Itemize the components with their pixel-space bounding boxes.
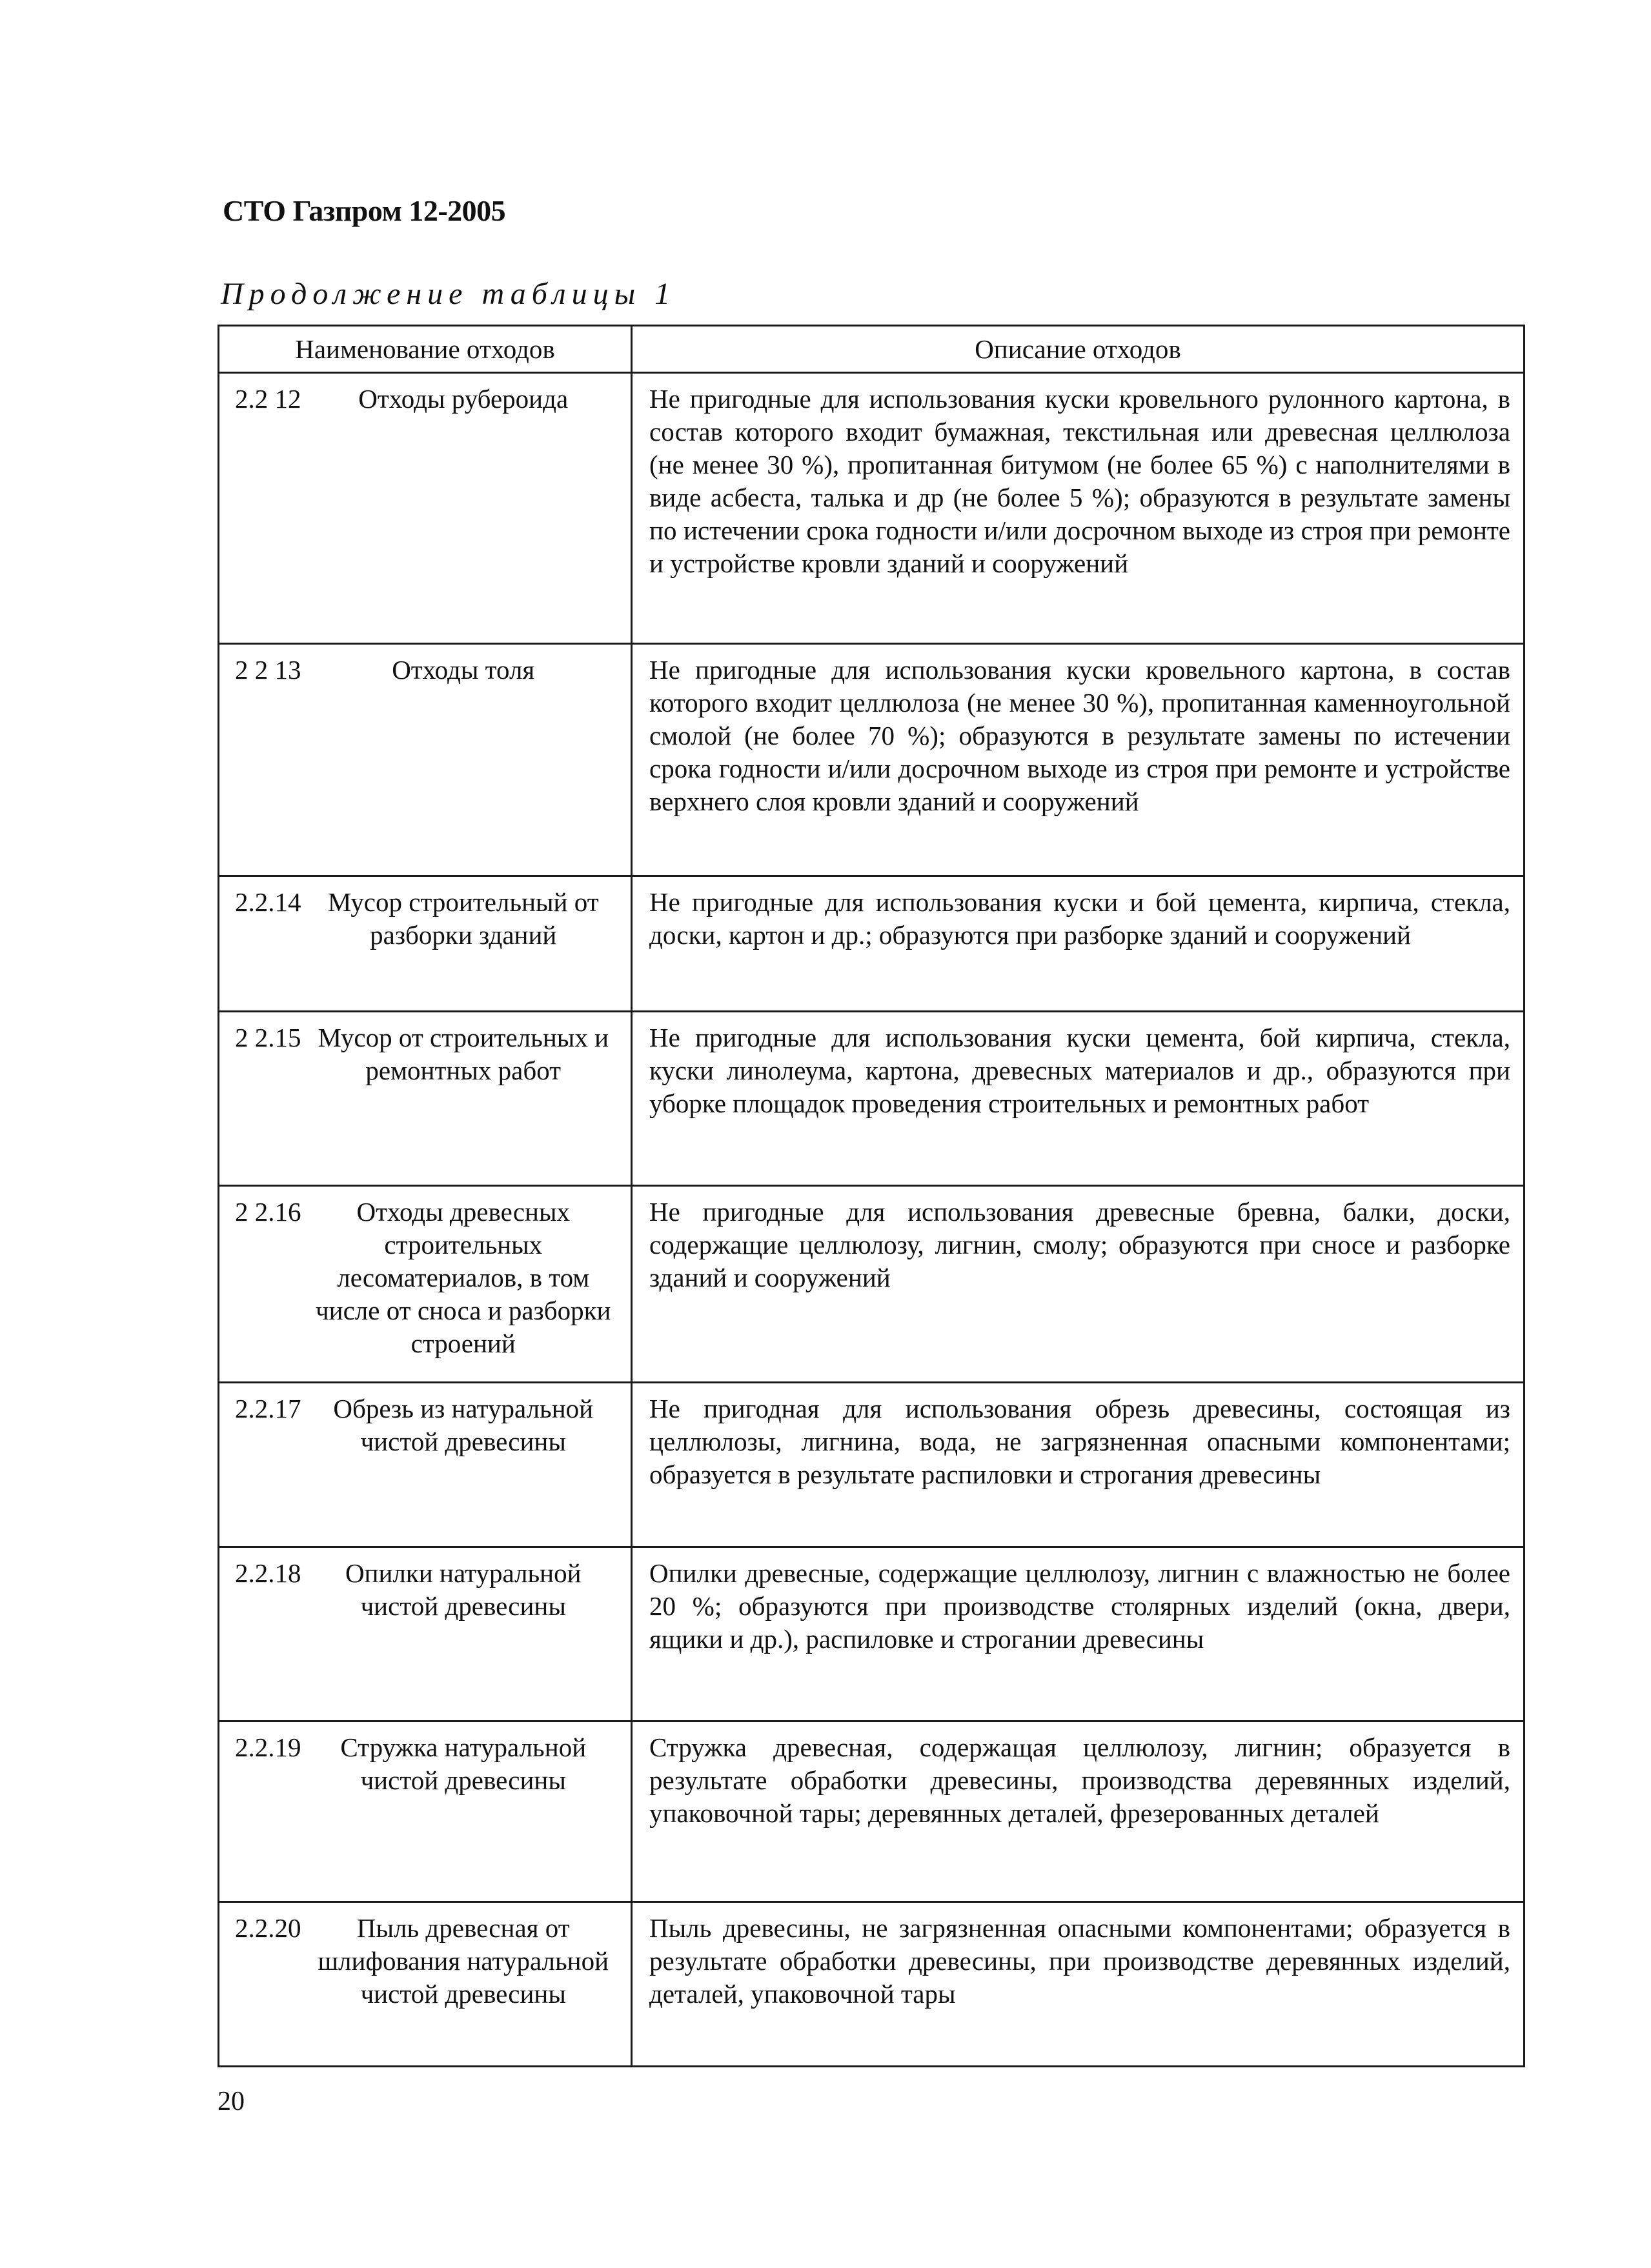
table-row (219, 644, 1524, 876)
waste-code: 2 2.15 (235, 1023, 301, 1052)
waste-code: 2.2.17 (235, 1394, 301, 1423)
table-header-row (219, 326, 1524, 373)
table-row (219, 1902, 1524, 2067)
waste-code: 2 2 13 (235, 655, 301, 685)
waste-name-cell (219, 876, 632, 1012)
waste-name: Стружка натуральной чистой древесины (340, 1732, 587, 1795)
page-number: 20 (218, 2087, 245, 2116)
column-header-name: Наименование отходов (219, 326, 632, 373)
table-row (219, 1547, 1524, 1721)
waste-code: 2.2.14 (235, 887, 301, 917)
waste-description: Пыль древесины, не загрязненная опасными компонентами; образуется в результате обработки древесины, при производстве деревянных изделий, деталей, упаковочной тары (632, 1902, 1524, 2067)
waste-name-cell (219, 1383, 632, 1547)
table-row (219, 1186, 1524, 1383)
waste-name: Мусор от строительных и ремонтных работ (318, 1023, 609, 1085)
waste-name: Отходы рубероида (358, 384, 569, 414)
column-header-description: Описание отходов (632, 326, 1524, 373)
waste-code: 2 2.16 (235, 1197, 301, 1227)
waste-description: Не пригодные для использования куски и бой цемента, кирпича, стекла, доски, картон и др.; образуются при разборке зданий и сооружений (632, 876, 1524, 1012)
waste-description: Не пригодная для использования обрезь древесины, состоящая из целлюлозы, лигнина, вода, не загрязненная опасными компонентами; образуется в результате распиловки и строгания древесины (632, 1383, 1524, 1547)
waste-name: Пыль древесная от шлифования натуральной чистой древесины (318, 1913, 609, 2009)
waste-name-cell (219, 1547, 632, 1721)
waste-description: Опилки древесные, содержащие целлюлозу, лигнин с влажностью не более 20 %; образуются при производстве столярных изделий (окна, двери, ящики и др.), распиловке и строгании древесины (632, 1547, 1524, 1721)
waste-description: Стружка древесная, содержащая целлюлозу, лигнин; образуется в результате обработки древесины, производства деревянных изделий, упаковочной тары; деревянных деталей, фрезерованных деталей (632, 1721, 1524, 1902)
waste-name-cell (219, 1186, 632, 1383)
waste-name-cell (219, 1902, 632, 2067)
waste-name-cell (219, 373, 632, 644)
table-row (219, 1012, 1524, 1186)
table-row (219, 1721, 1524, 1902)
waste-code: 2.2 12 (235, 384, 301, 414)
table-caption: Продолжение таблицы 1 (221, 277, 676, 311)
waste-description: Не пригодные для использования куски цемента, бой кирпича, стекла, куски линолеума, картона, древесных материалов и др., образуются при уборке площадок проведения строительных и ремонтных работ (632, 1012, 1524, 1186)
table-row (219, 373, 1524, 644)
waste-code: 2.2.19 (235, 1732, 301, 1762)
waste-name: Отходы толя (392, 655, 535, 685)
waste-name-cell (219, 644, 632, 876)
waste-name: Опилки натуральной чистой древесины (345, 1558, 582, 1621)
waste-name-cell (219, 1721, 632, 1902)
waste-code: 2.2.20 (235, 1913, 301, 1943)
waste-name-cell (219, 1012, 632, 1186)
waste-name: Отходы древесных строительных лесоматериалов, в том числе от сноса и разборки строений (316, 1197, 611, 1358)
table-row (219, 1383, 1524, 1547)
waste-code: 2.2.18 (235, 1558, 301, 1588)
waste-name: Обрезь из натуральной чистой древесины (333, 1394, 594, 1456)
waste-description: Не пригодные для использования куски кровельного картона, в состав которого входит целлюлоза (не менее 30 %), пропитанная каменноугольной смолой (не более 70 %); образуются в результате замены по истечении срока годности и/или досрочном выходе из строя при ремонте и устройстве верхнего слоя кровли зданий и сооружений (632, 644, 1524, 876)
waste-description: Не пригодные для использования куски кровельного рулонного картона, в состав которого входит бумажная, текстильная или древесная целлюлоза (не менее 30 %), пропитанная битумом (не более 65 %) с наполнителями в виде асбеста, талька и др (не более 5 %); образуются в результате замены по истечении срока годности и/или досрочном выходе из строя при ремонте и устройстве кровли зданий и сооружений (632, 373, 1524, 644)
waste-description: Не пригодные для использования древесные бревна, балки, доски, содержащие целлюлозу, лигнин, смолу; образуются при сносе и разборке зданий и сооружений (632, 1186, 1524, 1383)
waste-table (218, 325, 1525, 2067)
table-row (219, 876, 1524, 1012)
waste-name: Мусор строительный от разборки зданий (327, 887, 599, 950)
document-code: СТО Газпром 12-2005 (223, 194, 506, 227)
